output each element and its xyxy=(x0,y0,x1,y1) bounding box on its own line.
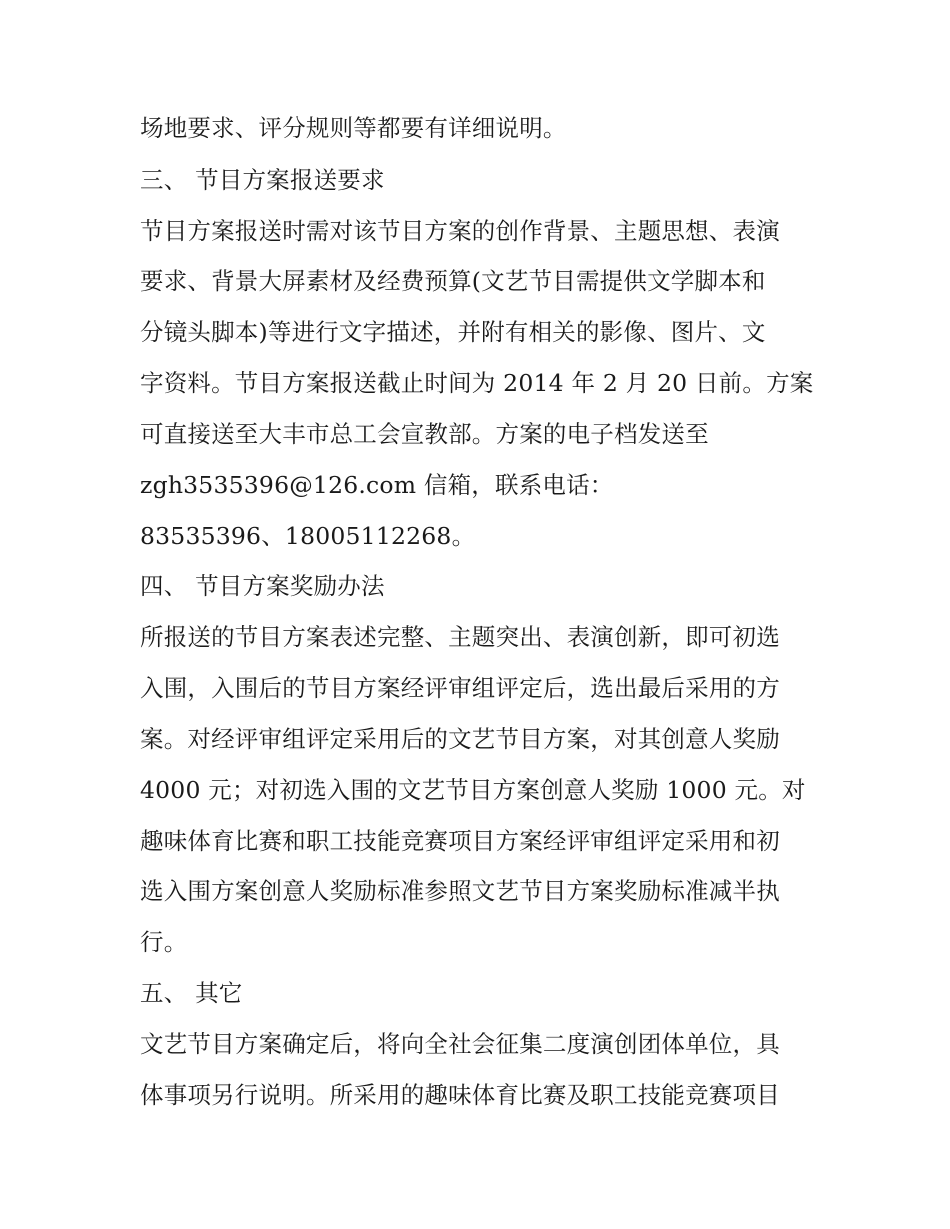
section-heading-3: 三、 节目方案报送要求 xyxy=(140,166,385,194)
body-line: 分镜头脚本)等进行文字描述，并附有相关的影像、图片、文 xyxy=(140,318,766,346)
body-line: 案。对经评审组评定采用后的文艺节目方案，对其创意人奖励 xyxy=(140,725,780,753)
body-line: 体事项另行说明。所采用的趣味体育比赛及职工技能竞赛项目 xyxy=(140,1081,780,1109)
body-line: 文艺节目方案确定后，将向全社会征集二度演创团体单位，具 xyxy=(140,1030,780,1058)
phone-line: 83535396、18005112268。 xyxy=(140,522,476,550)
body-line: 要求、背景大屏素材及经费预算(文艺节目需提供文学脚本和 xyxy=(140,267,766,295)
body-line: 字资料。节目方案报送截止时间为 2014 年 2 月 20 日前。方案 xyxy=(140,369,814,397)
body-line: 选入围方案创意人奖励标准参照文艺节目方案奖励标准减半执 xyxy=(140,877,780,905)
body-line: 趣味体育比赛和职工技能竞赛项目方案经评审组评定采用和初 xyxy=(140,827,780,855)
body-line: 行。 xyxy=(140,928,188,956)
body-line: 可直接送至大丰市总工会宣教部。方案的电子档发送至 xyxy=(140,420,709,448)
body-line: 节目方案报送时需对该节目方案的创作背景、主题思想、表演 xyxy=(140,217,780,245)
email-line: zgh3535396@126.com 信箱，联系电话： xyxy=(140,471,614,499)
section-heading-5: 五、 其它 xyxy=(140,979,243,1007)
body-line: 4000 元；对初选入围的文艺节目方案创意人奖励 1000 元。对 xyxy=(140,776,806,804)
body-line: 入围，入围后的节目方案经评审组评定后，选出最后采用的方 xyxy=(140,674,780,702)
body-line: 场地要求、评分规则等都要有详细说明。 xyxy=(140,114,567,142)
body-line: 所报送的节目方案表述完整、主题突出、表演创新，即可初选 xyxy=(140,623,780,651)
section-heading-4: 四、 节目方案奖励办法 xyxy=(140,572,385,600)
